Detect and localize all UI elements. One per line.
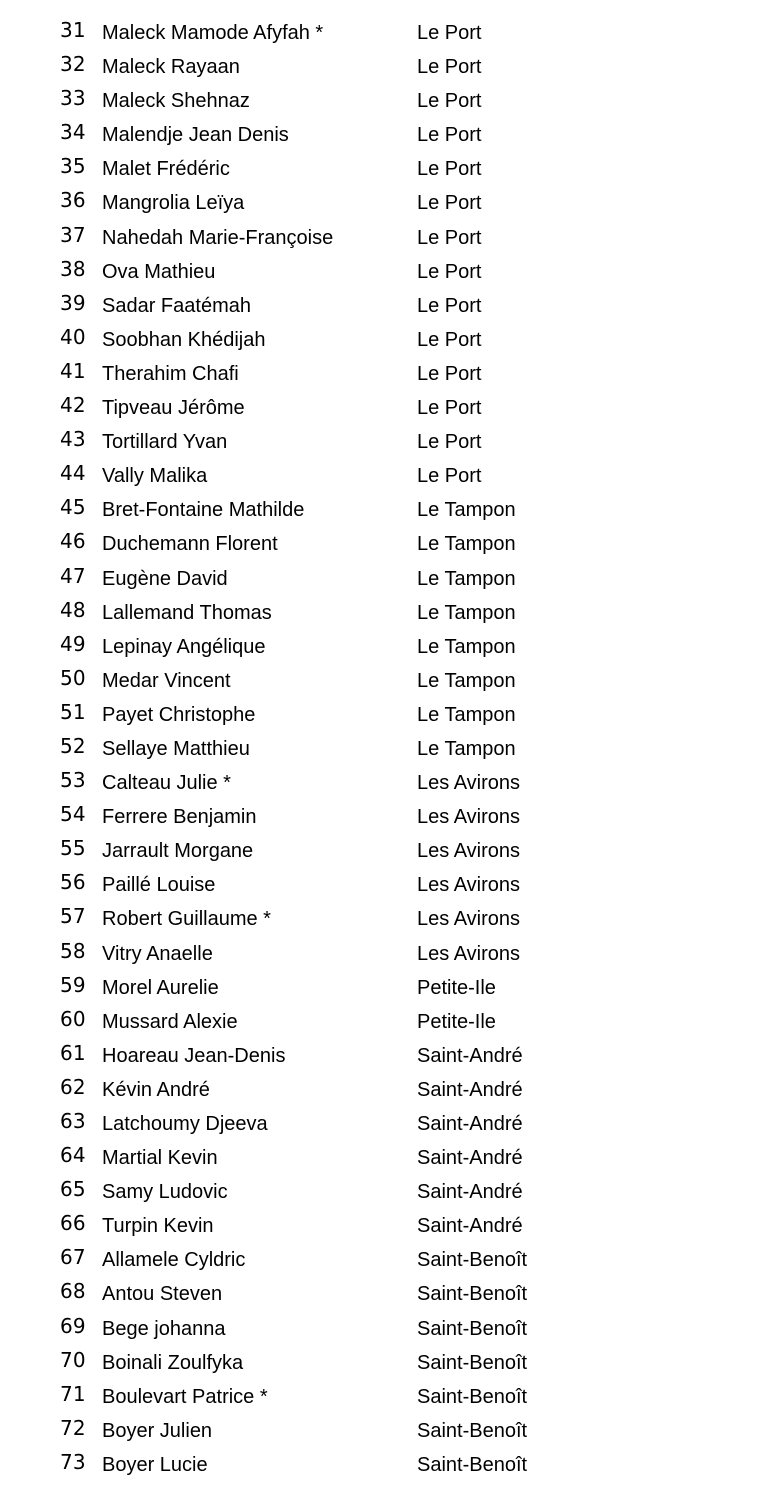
city-name: Le Tampon <box>417 499 516 522</box>
city-name: Saint-Benoît <box>417 1453 528 1476</box>
city-name: Le Tampon <box>417 601 516 624</box>
list-item <box>0 1003 764 1037</box>
person-name: Therahim Chafi <box>102 362 239 385</box>
list-item <box>0 764 764 798</box>
list-item <box>0 82 764 116</box>
city-name: Saint-Benoît <box>417 1351 528 1374</box>
row-number: 31 <box>60 18 86 42</box>
list-item <box>0 1105 764 1139</box>
list-item <box>0 1378 764 1412</box>
city-name: Saint-Benoît <box>417 1317 528 1340</box>
list-item <box>0 662 764 696</box>
person-name: Hoareau Jean-Denis <box>102 1044 286 1067</box>
list-item <box>0 696 764 730</box>
city-name: Le Port <box>417 90 482 113</box>
row-number: 33 <box>60 86 86 111</box>
city-name: Le Port <box>417 362 482 385</box>
city-name: Saint-André <box>417 1078 523 1101</box>
row-number: 35 <box>60 154 86 179</box>
list-item <box>0 389 764 423</box>
person-name: Nahedah Marie-Françoise <box>102 226 334 249</box>
list-item <box>0 491 764 525</box>
person-name: Calteau Julie * <box>102 772 231 795</box>
city-name: Le Port <box>417 294 482 317</box>
person-name: Maleck Mamode Afyfah * <box>102 22 324 44</box>
person-name: Boulevart Patrice * <box>102 1385 268 1408</box>
row-number: 62 <box>60 1074 86 1099</box>
list-item <box>0 355 764 389</box>
list-item <box>0 832 764 866</box>
person-name: Samy Ludovic <box>102 1181 228 1204</box>
person-name: Turpin Kevin <box>102 1215 214 1238</box>
row-number: 72 <box>60 1415 86 1440</box>
person-name: Malet Frédéric <box>102 158 230 181</box>
list-item <box>0 1037 764 1071</box>
person-name: Eugène David <box>102 567 228 590</box>
city-name: Les Avirons <box>417 840 521 863</box>
city-name: Le Port <box>417 22 482 44</box>
name-list <box>0 14 764 1480</box>
list-item <box>0 287 764 321</box>
person-name: Malendje Jean Denis <box>102 124 289 147</box>
person-name: Ferrere Benjamin <box>102 806 257 829</box>
city-name: Le Tampon <box>417 533 516 556</box>
row-number: 46 <box>60 529 86 554</box>
list-item <box>0 150 764 184</box>
city-name: Le Port <box>417 56 482 79</box>
list-item <box>0 935 764 969</box>
person-name: Bret-Fontaine Mathilde <box>102 499 305 522</box>
row-number: 57 <box>60 904 86 929</box>
person-name: Lepinay Angélique <box>102 635 266 658</box>
row-number: 59 <box>60 972 86 997</box>
row-number: 39 <box>60 290 86 315</box>
list-item <box>0 525 764 559</box>
list-item <box>0 253 764 287</box>
row-number: 53 <box>60 768 86 793</box>
city-name: Saint-Benoît <box>417 1419 528 1442</box>
list-item <box>0 457 764 491</box>
list-item <box>0 184 764 218</box>
list-item <box>0 798 764 832</box>
city-name: Le Port <box>417 465 482 488</box>
city-name: Le Port <box>417 124 482 147</box>
list-item <box>0 969 764 1003</box>
city-name: Petite-Ile <box>417 976 496 999</box>
row-number: 45 <box>60 495 86 520</box>
list-item <box>0 594 764 628</box>
person-name: Medar Vincent <box>102 669 231 692</box>
list-item <box>0 48 764 82</box>
person-name: Robert Guillaume * <box>102 908 271 931</box>
row-number: 68 <box>60 1279 86 1304</box>
city-name: Le Port <box>417 328 482 351</box>
person-name: Latchoumy Djeeva <box>102 1113 268 1135</box>
city-name: Le Port <box>417 226 482 249</box>
person-name: Allamele Cyldric <box>102 1249 246 1272</box>
row-number: 50 <box>60 665 86 690</box>
city-name: Les Avirons <box>417 806 521 829</box>
person-name: Sellaye Matthieu <box>102 737 250 760</box>
city-name: Saint-André <box>417 1215 523 1238</box>
list-item <box>0 219 764 253</box>
city-name: Petite-Ile <box>417 1010 496 1033</box>
city-name: Saint-André <box>417 1113 523 1135</box>
list-item <box>0 116 764 150</box>
list-item <box>0 14 764 48</box>
person-name: Soobhan Khédijah <box>102 328 266 351</box>
city-name: Saint-André <box>417 1147 523 1170</box>
row-number: 49 <box>60 631 86 656</box>
person-name: Sadar Faatémah <box>102 294 251 317</box>
person-name: Vally Malika <box>102 465 208 488</box>
row-number: 65 <box>60 1177 86 1202</box>
row-number: 42 <box>60 393 86 418</box>
row-number: 52 <box>60 733 86 758</box>
person-name: Tipveau Jérôme <box>102 397 245 420</box>
list-item <box>0 321 764 355</box>
city-name: Le Tampon <box>417 669 516 692</box>
city-name: Les Avirons <box>417 942 521 965</box>
person-name: Jarrault Morgane <box>102 840 254 863</box>
city-name: Saint-André <box>417 1044 523 1067</box>
row-number: 66 <box>60 1211 86 1236</box>
list-item <box>0 628 764 662</box>
row-number: 32 <box>60 52 86 77</box>
person-name: Kévin André <box>102 1078 210 1101</box>
city-name: Le Port <box>417 260 482 283</box>
row-number: 60 <box>60 1006 86 1031</box>
list-item <box>0 1207 764 1241</box>
row-number: 48 <box>60 597 86 622</box>
person-name: Martial Kevin <box>102 1147 218 1170</box>
city-name: Les Avirons <box>417 874 521 897</box>
row-number: 36 <box>60 188 86 213</box>
person-name: Boyer Lucie <box>102 1453 208 1476</box>
list-item <box>0 1241 764 1275</box>
row-number: 43 <box>60 427 86 452</box>
person-name: Payet Christophe <box>102 703 256 726</box>
city-name: Le Port <box>417 397 482 420</box>
list-item <box>0 1446 764 1480</box>
list-item <box>0 1071 764 1105</box>
list-item <box>0 1310 764 1344</box>
row-number: 64 <box>60 1143 86 1168</box>
person-name: Ova Mathieu <box>102 260 216 283</box>
city-name: Saint-Benoît <box>417 1283 528 1306</box>
list-item <box>0 1344 764 1378</box>
person-name: Bege johanna <box>102 1317 226 1340</box>
row-number: 70 <box>60 1347 86 1372</box>
row-number: 61 <box>60 1040 86 1065</box>
city-name: Le Tampon <box>417 635 516 658</box>
row-number: 56 <box>60 870 86 895</box>
list-item <box>0 900 764 934</box>
person-name: Boinali Zoulfyka <box>102 1351 244 1374</box>
city-name: Les Avirons <box>417 908 521 931</box>
row-number: 67 <box>60 1245 86 1270</box>
city-name: Le Tampon <box>417 737 516 760</box>
row-number: 73 <box>60 1449 86 1474</box>
city-name: Les Avirons <box>417 772 521 795</box>
row-number: 37 <box>60 222 86 247</box>
row-number: 44 <box>60 461 86 486</box>
row-number: 41 <box>60 358 86 383</box>
person-name: Antou Steven <box>102 1283 223 1306</box>
row-number: 69 <box>60 1313 86 1338</box>
city-name: Le Tampon <box>417 567 516 590</box>
person-name: Tortillard Yvan <box>102 431 228 454</box>
row-number: 51 <box>60 699 86 724</box>
row-number: 63 <box>60 1109 86 1133</box>
person-name: Maleck Rayaan <box>102 56 240 79</box>
row-number: 54 <box>60 802 86 827</box>
list-item <box>0 1173 764 1207</box>
city-name: Saint-André <box>417 1181 523 1204</box>
person-name: Morel Aurelie <box>102 976 219 999</box>
list-item <box>0 866 764 900</box>
row-number: 71 <box>60 1381 86 1406</box>
row-number: 58 <box>60 938 86 963</box>
person-name: Paillé Louise <box>102 874 216 897</box>
person-name: Duchemann Florent <box>102 533 278 556</box>
city-name: Le Tampon <box>417 703 516 726</box>
list-item <box>0 423 764 457</box>
list-item <box>0 1139 764 1173</box>
row-number: 47 <box>60 563 86 588</box>
person-name: Boyer Julien <box>102 1419 213 1442</box>
list-item <box>0 560 764 594</box>
city-name: Saint-Benoît <box>417 1249 528 1272</box>
person-name: Lallemand Thomas <box>102 601 272 624</box>
person-name: Mangrolia Leïya <box>102 192 245 215</box>
list-item <box>0 1275 764 1309</box>
list-item <box>0 1412 764 1446</box>
city-name: Saint-Benoît <box>417 1385 528 1408</box>
person-name: Mussard Alexie <box>102 1010 238 1033</box>
row-number: 40 <box>60 324 86 349</box>
person-name: Maleck Shehnaz <box>102 90 250 113</box>
row-number: 38 <box>60 256 86 281</box>
list-item <box>0 730 764 764</box>
city-name: Le Port <box>417 158 482 181</box>
row-number: 55 <box>60 836 86 861</box>
person-name: Vitry Anaelle <box>102 942 213 965</box>
city-name: Le Port <box>417 431 482 454</box>
city-name: Le Port <box>417 192 482 215</box>
row-number: 34 <box>60 120 86 145</box>
